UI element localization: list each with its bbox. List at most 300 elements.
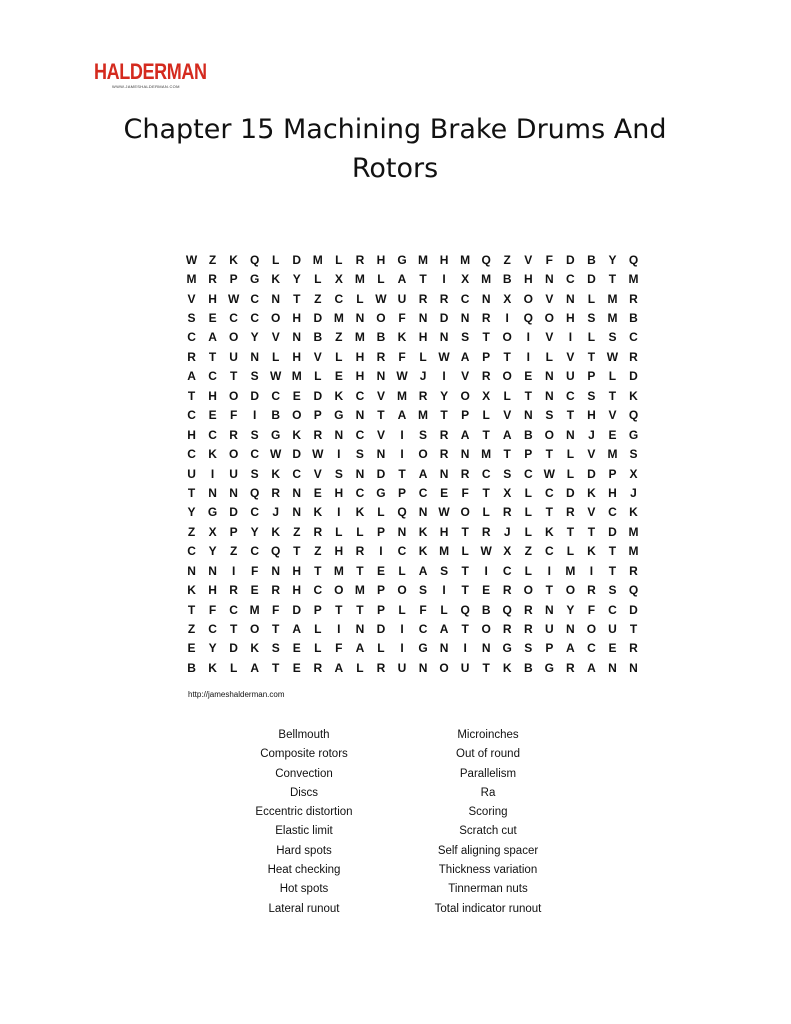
grid-letter: K	[629, 505, 638, 520]
grid-letter: U	[397, 660, 407, 675]
grid-letter: T	[524, 388, 532, 403]
logo-subtext: WWW.JAMESHALDERMAN.COM	[112, 84, 180, 89]
grid-letter: V	[566, 349, 575, 364]
grid-letter: T	[629, 622, 638, 637]
grid-letter: O	[228, 447, 239, 462]
grid-letter: G	[418, 641, 428, 656]
grid-letter: L	[482, 505, 490, 520]
grid-letter: L	[272, 252, 280, 267]
grid-letter: I	[400, 427, 404, 442]
grid-letter: I	[505, 311, 509, 326]
grid-letter: F	[587, 602, 596, 617]
grid-letter: N	[187, 563, 196, 578]
grid-letter: M	[354, 272, 365, 287]
grid-letter: S	[587, 311, 596, 326]
grid-letter: M	[607, 447, 618, 462]
grid-letter: I	[400, 641, 404, 656]
grid-letter: M	[628, 272, 639, 287]
word-list-item: Lateral runout	[268, 902, 340, 915]
grid-letter: R	[502, 583, 512, 598]
grid-letter: E	[524, 369, 533, 384]
grid-letter: O	[418, 447, 428, 462]
grid-letter: C	[250, 544, 259, 559]
grid-letter: E	[440, 485, 449, 500]
grid-letter: R	[313, 427, 323, 442]
grid-letter: C	[587, 641, 596, 656]
grid-letter: Y	[187, 505, 196, 520]
word-list-item: Composite rotors	[260, 748, 348, 761]
grid-letter: O	[397, 583, 407, 598]
word-list-item: Microinches	[457, 729, 519, 741]
grid-letter: J	[630, 485, 637, 500]
grid-letter: M	[481, 272, 492, 287]
word-search-grid	[181, 250, 644, 678]
grid-letter: Y	[440, 388, 449, 403]
grid-letter: P	[376, 583, 385, 598]
grid-letter: C	[187, 408, 196, 423]
grid-letter: C	[544, 544, 554, 559]
grid-letter: Q	[481, 252, 491, 267]
grid-letter: N	[439, 466, 449, 481]
grid-row	[181, 522, 644, 541]
grid-letter: N	[334, 427, 344, 442]
grid-letter: Z	[524, 544, 532, 559]
grid-letter: O	[228, 330, 239, 345]
grid-letter: H	[292, 349, 302, 364]
grid-letter: F	[461, 485, 469, 500]
grid-letter: N	[250, 349, 259, 364]
grid-letter: H	[334, 544, 344, 559]
grid-letter: B	[523, 427, 533, 442]
grid-letter: T	[440, 408, 448, 423]
grid-letter: K	[208, 447, 217, 462]
grid-letter: H	[292, 583, 302, 598]
word-list-item: Scratch cut	[459, 825, 517, 838]
grid-row	[181, 561, 644, 580]
grid-letter: T	[482, 427, 490, 442]
grid-letter: F	[398, 349, 406, 364]
grid-letter: S	[608, 583, 617, 598]
grid-letter: Q	[523, 311, 533, 326]
grid-letter: P	[461, 408, 470, 423]
grid-letter: H	[208, 583, 217, 598]
grid-letter: V	[524, 252, 533, 267]
grid-letter: R	[587, 583, 596, 598]
grid-letter: C	[208, 622, 217, 637]
grid-letter: Y	[566, 602, 575, 617]
grid-letter: R	[523, 602, 533, 617]
grid-letter: C	[544, 485, 554, 500]
grid-letter: F	[398, 311, 406, 326]
grid-letter: T	[608, 272, 617, 287]
grid-letter: I	[231, 563, 236, 578]
grid-letter: V	[376, 388, 385, 403]
grid-letter: C	[608, 505, 617, 520]
grid-letter: L	[608, 369, 617, 384]
grid-letter: H	[523, 272, 533, 287]
grid-letter: C	[208, 369, 217, 384]
grid-letter: N	[355, 622, 365, 637]
grid-letter: P	[587, 369, 596, 384]
word-list-item: Total indicator runout	[434, 902, 542, 915]
grid-letter: U	[460, 660, 470, 675]
grid-letter: S	[629, 447, 638, 462]
grid-letter: T	[356, 602, 364, 617]
grid-letter: O	[292, 408, 302, 423]
grid-letter: D	[587, 272, 596, 287]
halderman-logo	[94, 61, 231, 89]
grid-letter: U	[544, 622, 554, 637]
grid-letter: N	[208, 563, 217, 578]
grid-letter: S	[524, 641, 533, 656]
grid-row	[181, 464, 644, 483]
grid-letter: S	[419, 583, 428, 598]
grid-letter: W	[543, 466, 555, 481]
grid-letter: T	[587, 349, 596, 364]
grid-letter: C	[250, 505, 259, 520]
grid-letter: D	[608, 524, 617, 539]
grid-letter: Q	[271, 544, 281, 559]
word-list-item: Convection	[275, 767, 333, 780]
grid-letter: M	[333, 563, 344, 578]
grid-letter: V	[461, 369, 470, 384]
grid-letter: C	[355, 388, 365, 403]
grid-letter: M	[439, 544, 450, 559]
grid-letter: C	[271, 388, 281, 403]
grid-letter: V	[587, 447, 596, 462]
grid-row	[181, 308, 644, 327]
grid-letter: R	[271, 485, 281, 500]
grid-letter: V	[271, 330, 280, 345]
grid-letter: G	[271, 427, 281, 442]
grid-letter: P	[229, 524, 238, 539]
grid-letter: B	[271, 408, 281, 423]
grid-letter: E	[292, 641, 301, 656]
grid-letter: K	[292, 427, 302, 442]
word-list-item: Thickness variation	[438, 864, 538, 877]
grid-letter: Z	[314, 544, 322, 559]
grid-letter: G	[207, 505, 218, 520]
grid-letter: X	[629, 466, 638, 481]
grid-letter: L	[440, 602, 448, 617]
grid-letter: Z	[335, 330, 343, 345]
grid-letter: O	[481, 622, 491, 637]
grid-letter: G	[249, 272, 260, 287]
grid-letter: A	[502, 427, 512, 442]
grid-letter: B	[502, 272, 512, 287]
grid-letter: K	[355, 505, 365, 520]
grid-row	[181, 580, 644, 599]
grid-letter: D	[376, 622, 386, 637]
grid-letter: N	[271, 563, 281, 578]
grid-letter: R	[460, 466, 470, 481]
grid-letter: L	[314, 641, 322, 656]
grid-letter: G	[376, 485, 386, 500]
grid-letter: Y	[250, 330, 259, 345]
grid-letter: Z	[503, 252, 511, 267]
grid-row	[181, 347, 644, 366]
word-list-item: Eccentric distortion	[255, 806, 353, 819]
grid-letter: V	[545, 291, 554, 306]
grid-letter: R	[481, 524, 491, 539]
grid-letter: W	[375, 291, 387, 306]
grid-letter: A	[292, 622, 302, 637]
grid-letter: E	[292, 660, 301, 675]
word-list-item: Scoring	[468, 806, 508, 819]
grid-row	[181, 639, 644, 658]
grid-letter: P	[376, 524, 385, 539]
grid-letter: L	[587, 330, 596, 345]
grid-letter: D	[313, 388, 323, 403]
grid-letter: T	[482, 330, 490, 345]
grid-letter: J	[419, 369, 427, 384]
grid-letter: T	[482, 485, 490, 500]
grid-row	[181, 619, 644, 638]
grid-letter: E	[187, 641, 196, 656]
grid-letter: A	[460, 349, 470, 364]
grid-letter: D	[250, 388, 259, 403]
word-list-item: Discs	[289, 786, 319, 799]
grid-letter: I	[442, 272, 446, 287]
grid-letter: C	[355, 427, 365, 442]
grid-letter: L	[335, 524, 343, 539]
grid-letter: Y	[208, 544, 217, 559]
grid-letter: B	[629, 311, 638, 326]
grid-letter: H	[292, 563, 302, 578]
grid-letter: Q	[249, 485, 260, 500]
grid-letter: C	[208, 427, 217, 442]
grid-letter: L	[229, 660, 238, 675]
grid-letter: C	[355, 485, 365, 500]
grid-letter: T	[482, 660, 490, 675]
grid-letter: M	[481, 447, 492, 462]
word-list-item: Hot spots	[279, 883, 329, 896]
grid-letter: X	[503, 485, 512, 500]
grid-letter: M	[354, 330, 365, 345]
source-url: http://jameshalderman.com	[188, 690, 285, 699]
grid-letter: N	[566, 291, 575, 306]
grid-letter: I	[526, 330, 530, 345]
word-list-item: Heat checking	[267, 864, 341, 877]
grid-letter: T	[208, 349, 217, 364]
grid-letter: T	[545, 583, 553, 598]
grid-letter: N	[397, 524, 407, 539]
word-list-item: Bellmouth	[278, 729, 330, 741]
grid-row	[181, 250, 644, 269]
grid-letter: O	[249, 622, 260, 637]
grid-letter: Q	[628, 408, 639, 423]
grid-letter: N	[418, 660, 428, 675]
grid-letter: I	[210, 466, 215, 481]
grid-letter: C	[502, 563, 512, 578]
grid-letter: T	[272, 622, 280, 637]
grid-letter: X	[461, 272, 470, 287]
grid-row	[181, 367, 644, 386]
grid-letter: K	[187, 583, 196, 598]
grid-letter: A	[439, 622, 449, 637]
grid-letter: I	[442, 369, 446, 384]
grid-letter: C	[481, 466, 491, 481]
grid-letter: M	[607, 291, 618, 306]
grid-letter: Q	[628, 583, 639, 598]
grid-letter: B	[523, 660, 533, 675]
grid-letter: S	[461, 330, 470, 345]
grid-letter: N	[229, 485, 238, 500]
grid-letter: B	[481, 602, 491, 617]
grid-letter: Z	[187, 622, 196, 637]
grid-row	[181, 289, 644, 308]
grid-row	[181, 269, 644, 288]
grid-letter: E	[292, 388, 301, 403]
grid-letter: U	[397, 291, 407, 306]
grid-letter: B	[587, 252, 596, 267]
grid-letter: T	[608, 388, 617, 403]
grid-letter: C	[229, 602, 238, 617]
grid-letter: T	[229, 622, 238, 637]
grid-letter: H	[355, 349, 365, 364]
grid-row	[181, 658, 644, 677]
grid-letter: N	[460, 311, 470, 326]
grid-letter: C	[629, 330, 638, 345]
grid-letter: Q	[628, 252, 639, 267]
grid-letter: S	[250, 369, 259, 384]
grid-letter: T	[545, 505, 553, 520]
grid-letter: G	[334, 408, 344, 423]
grid-letter: O	[523, 291, 533, 306]
grid-letter: P	[524, 447, 533, 462]
grid-letter: T	[293, 291, 301, 306]
grid-letter: T	[545, 447, 553, 462]
grid-letter: P	[397, 485, 406, 500]
grid-letter: C	[250, 311, 259, 326]
grid-letter: S	[271, 641, 280, 656]
grid-letter: K	[587, 485, 596, 500]
grid-letter: M	[418, 408, 429, 423]
grid-letter: M	[565, 563, 576, 578]
grid-letter: N	[460, 447, 470, 462]
grid-letter: B	[376, 330, 386, 345]
grid-row	[181, 425, 644, 444]
grid-letter: U	[229, 466, 238, 481]
grid-letter: E	[608, 427, 617, 442]
grid-letter: K	[271, 524, 281, 539]
grid-letter: A	[334, 660, 344, 675]
grid-letter: T	[461, 563, 469, 578]
grid-letter: O	[502, 369, 512, 384]
grid-letter: L	[461, 544, 469, 559]
grid-letter: C	[460, 291, 470, 306]
grid-letter: M	[312, 252, 323, 267]
grid-letter: R	[313, 524, 323, 539]
grid-letter: F	[229, 408, 238, 423]
grid-letter: S	[250, 427, 259, 442]
grid-letter: D	[587, 466, 596, 481]
grid-letter: W	[270, 369, 282, 384]
grid-letter: T	[566, 408, 575, 423]
grid-letter: K	[208, 660, 217, 675]
grid-letter: U	[566, 369, 575, 384]
grid-letter: F	[335, 641, 343, 656]
grid-letter: N	[355, 408, 365, 423]
grid-letter: O	[460, 505, 470, 520]
grid-letter: M	[291, 369, 302, 384]
grid-letter: E	[313, 485, 322, 500]
grid-letter: T	[503, 447, 511, 462]
grid-letter: N	[292, 330, 302, 345]
grid-letter: M	[607, 311, 618, 326]
grid-letter: W	[438, 505, 450, 520]
grid-letter: I	[589, 563, 594, 578]
grid-letter: G	[628, 427, 639, 442]
grid-letter: C	[334, 291, 344, 306]
grid-letter: Q	[397, 505, 407, 520]
grid-letter: E	[208, 408, 217, 423]
grid-letter: O	[544, 427, 554, 442]
grid-letter: N	[566, 427, 575, 442]
grid-letter: I	[400, 447, 404, 462]
grid-letter: L	[314, 272, 322, 287]
grid-letter: T	[461, 622, 469, 637]
grid-letter: R	[502, 505, 512, 520]
grid-letter: M	[249, 602, 260, 617]
grid-letter: Q	[502, 602, 512, 617]
grid-letter: L	[524, 524, 532, 539]
grid-row	[181, 406, 644, 425]
grid-letter: H	[355, 369, 365, 384]
grid-letter: M	[354, 583, 365, 598]
grid-letter: H	[292, 311, 302, 326]
grid-letter: Z	[293, 524, 301, 539]
grid-letter: M	[396, 388, 407, 403]
grid-row	[181, 503, 644, 522]
grid-letter: O	[544, 311, 554, 326]
grid-letter: R	[481, 369, 491, 384]
grid-letter: R	[481, 311, 491, 326]
grid-letter: S	[587, 388, 596, 403]
grid-letter: F	[419, 602, 427, 617]
grid-letter: O	[460, 388, 470, 403]
grid-letter: O	[376, 311, 386, 326]
grid-letter: Z	[314, 291, 322, 306]
grid-letter: T	[587, 524, 596, 539]
grid-letter: X	[503, 291, 512, 306]
grid-letter: N	[523, 408, 533, 423]
grid-letter: N	[566, 622, 575, 637]
grid-letter: X	[503, 544, 512, 559]
grid-letter: R	[629, 349, 638, 364]
grid-letter: C	[292, 466, 302, 481]
grid-letter: I	[337, 447, 341, 462]
grid-letter: I	[568, 330, 573, 345]
grid-letter: S	[545, 408, 554, 423]
grid-letter: L	[314, 622, 322, 637]
grid-letter: K	[629, 388, 638, 403]
grid-letter: N	[418, 311, 428, 326]
grid-letter: L	[335, 252, 343, 267]
grid-letter: T	[335, 602, 343, 617]
grid-letter: C	[608, 602, 617, 617]
grid-letter: L	[419, 349, 427, 364]
grid-letter: K	[544, 524, 554, 539]
grid-letter: L	[356, 291, 364, 306]
grid-letter: S	[440, 563, 449, 578]
grid-letter: S	[355, 447, 364, 462]
grid-letter: L	[482, 408, 490, 423]
grid-letter: N	[544, 602, 554, 617]
grid-letter: D	[566, 485, 575, 500]
grid-letter: D	[229, 505, 238, 520]
grid-letter: K	[271, 466, 281, 481]
